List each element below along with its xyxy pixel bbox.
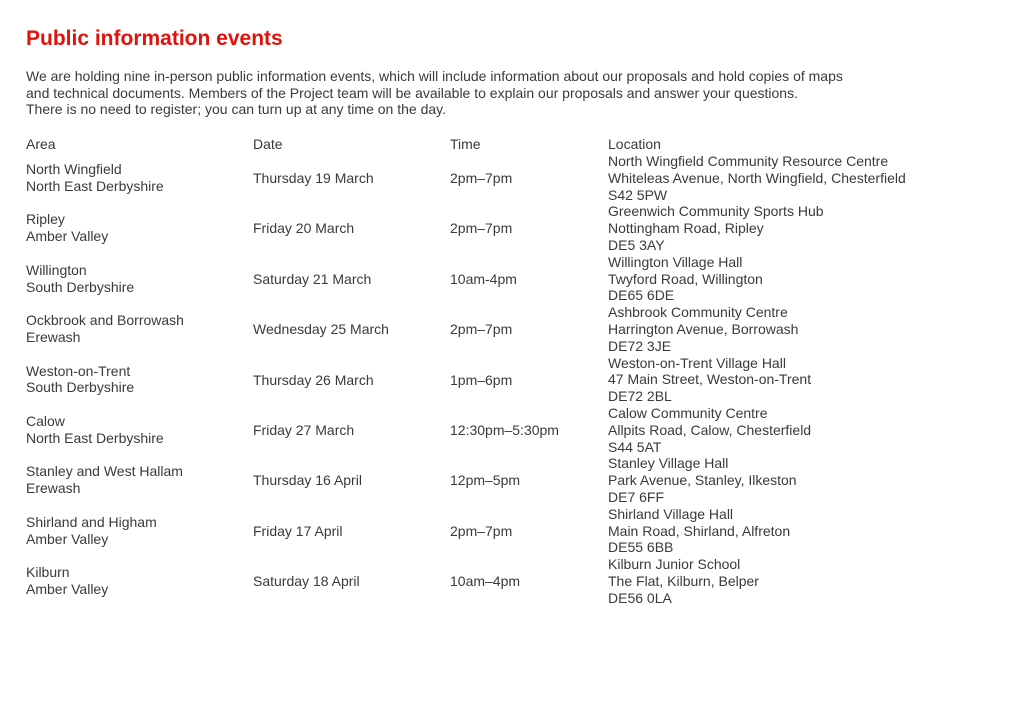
date-cell: Thursday 16 April (253, 472, 362, 489)
date-cell: Friday 20 March (253, 220, 355, 237)
area-name: Ockbrook and Borrowash (26, 312, 184, 329)
location-cell (608, 506, 790, 556)
intro-line: and technical documents. Members of the Project team will be available to explain our proposals and answer your questions. (26, 84, 798, 101)
column-header-location: Location (608, 136, 661, 152)
location-cell (608, 153, 906, 203)
date-cell: Friday 27 March (253, 421, 355, 438)
time-cell: 12:30pm–5:30pm (450, 421, 559, 438)
venue-address: Main Road, Shirland, Alfreton (608, 522, 791, 539)
area-name: North Wingfield (26, 161, 122, 177)
area-name: Willington (26, 261, 87, 278)
intro-paragraph (26, 68, 926, 118)
location-cell (608, 405, 811, 455)
venue-postcode: DE5 3AY (608, 236, 665, 253)
venue-name: Calow Community Centre (608, 404, 768, 421)
venue-address: The Flat, Kilburn, Belper (608, 572, 759, 589)
venue-name: Stanley Village Hall (608, 455, 729, 472)
area-cell (26, 564, 108, 598)
date-cell: Saturday 21 March (253, 270, 372, 287)
time-cell: 10am-4pm (450, 270, 517, 287)
date-cell: Thursday 19 March (253, 170, 374, 186)
table-row (26, 203, 986, 253)
location-cell (608, 203, 824, 253)
column-header-area: Area (26, 136, 56, 152)
area-name: Calow (26, 412, 65, 429)
area-district: South Derbyshire (26, 379, 135, 396)
area-cell (26, 312, 184, 346)
events-table (26, 136, 986, 607)
table-header-row (26, 136, 986, 153)
table-row (26, 254, 986, 304)
venue-name: North Wingfield Community Resource Centre (608, 153, 889, 169)
venue-address: Twyford Road, Willington (608, 270, 763, 287)
intro-line: There is no need to register; you can turn up at any time on the day. (26, 101, 446, 117)
venue-postcode: DE55 6BB (608, 539, 674, 556)
venue-address: Whiteleas Avenue, North Wingfield, Chesterfield (608, 169, 906, 186)
date-cell: Thursday 26 March (253, 371, 374, 388)
table-row (26, 153, 986, 203)
area-district: Erewash (26, 480, 81, 497)
venue-address: Nottingham Road, Ripley (608, 220, 764, 237)
venue-address: Allpits Road, Calow, Chesterfield (608, 421, 812, 438)
intro-line: We are holding nine in-person public information events, which will include information about our proposals and hold copies of maps (26, 68, 843, 84)
venue-name: Ashbrook Community Centre (608, 304, 788, 321)
area-name: Shirland and Higham (26, 513, 157, 530)
area-cell (26, 514, 157, 548)
location-cell (608, 355, 811, 405)
date-cell: Saturday 18 April (253, 573, 360, 590)
location-cell (608, 254, 763, 304)
location-cell (608, 556, 759, 606)
venue-postcode: S44 5AT (608, 438, 662, 455)
time-cell: 2pm–7pm (450, 170, 513, 186)
venue-name: Willington Village Hall (608, 253, 743, 270)
venue-postcode: DE72 3JE (608, 337, 672, 354)
area-cell (26, 363, 134, 397)
venue-postcode: DE72 2BL (608, 388, 672, 405)
location-cell (608, 455, 797, 505)
column-header-date: Date (253, 136, 283, 152)
venue-name: Shirland Village Hall (608, 505, 734, 522)
time-cell: 2pm–7pm (450, 522, 513, 539)
table-row (26, 556, 986, 606)
time-cell: 2pm–7pm (450, 321, 513, 338)
venue-name: Greenwich Community Sports Hub (608, 203, 824, 220)
time-cell: 2pm–7pm (450, 220, 513, 237)
location-cell (608, 304, 798, 354)
area-district: South Derbyshire (26, 278, 135, 295)
time-cell: 12pm–5pm (450, 472, 521, 489)
column-header-time: Time (450, 136, 481, 152)
area-name: Ripley (26, 211, 65, 228)
date-cell: Friday 17 April (253, 522, 343, 539)
page-title: Public information events (26, 27, 283, 50)
venue-address: 47 Main Street, Weston-on-Trent (608, 371, 812, 388)
table-row (26, 506, 986, 556)
venue-name: Kilburn Junior School (608, 556, 741, 573)
venue-postcode: DE65 6DE (608, 287, 675, 304)
venue-address: Harrington Avenue, Borrowash (608, 320, 799, 337)
area-cell (26, 262, 134, 296)
area-name: Stanley and West Hallam (26, 463, 183, 480)
area-district: Erewash (26, 328, 81, 345)
area-cell (26, 211, 108, 245)
area-cell (26, 463, 183, 497)
area-district: North East Derbyshire (26, 177, 164, 194)
area-name: Weston-on-Trent (26, 362, 131, 379)
venue-postcode: DE7 6FF (608, 488, 665, 505)
venue-address: Park Avenue, Stanley, Ilkeston (608, 472, 797, 489)
table-row (26, 405, 986, 455)
venue-name: Weston-on-Trent Village Hall (608, 354, 786, 371)
area-district: Amber Valley (26, 530, 109, 547)
time-cell: 1pm–6pm (450, 371, 513, 388)
area-district: Amber Valley (26, 228, 109, 245)
area-district: Amber Valley (26, 580, 109, 597)
table-row (26, 455, 986, 505)
time-cell: 10am–4pm (450, 573, 521, 590)
area-cell (26, 161, 164, 195)
table-row (26, 304, 986, 354)
venue-postcode: S42 5PW (608, 186, 668, 203)
area-cell (26, 413, 164, 447)
area-district: North East Derbyshire (26, 429, 164, 446)
area-name: Kilburn (26, 564, 70, 581)
venue-postcode: DE56 0LA (608, 589, 672, 606)
table-row (26, 355, 986, 405)
date-cell: Wednesday 25 March (253, 321, 389, 338)
